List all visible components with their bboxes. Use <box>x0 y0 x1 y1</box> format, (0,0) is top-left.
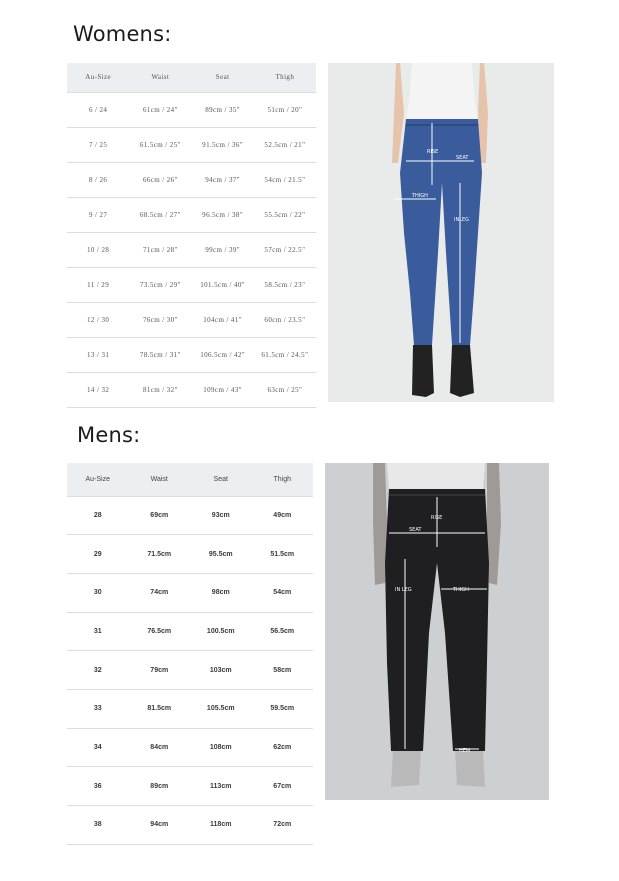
table-cell: 95.5cm <box>190 535 252 574</box>
table-cell: 108cm <box>190 728 252 767</box>
table-cell: 105.5cm <box>190 689 252 728</box>
table-row <box>67 728 313 767</box>
table-cell: 55.5cm / 22" <box>254 197 316 232</box>
table-cell: 10 / 28 <box>67 232 129 267</box>
table-cell: 62cm <box>252 728 314 767</box>
table-cell: 61.5cm / 24.5" <box>254 337 316 372</box>
table-cell: 32 <box>67 651 129 690</box>
table-cell: 78.5cm / 31" <box>129 337 191 372</box>
table-cell: 59.5cm <box>252 689 314 728</box>
column-header: Au-Size <box>67 63 129 92</box>
table-cell: 7 / 25 <box>67 127 129 162</box>
table-cell: 96.5cm / 38" <box>192 197 254 232</box>
table-row <box>67 573 313 612</box>
column-header: Seat <box>190 463 252 496</box>
table-cell: 34 <box>67 728 129 767</box>
column-header: Waist <box>129 463 191 496</box>
table-cell: 104cm / 41" <box>192 302 254 337</box>
table-cell: 76cm / 30" <box>129 302 191 337</box>
table-cell: 56.5cm <box>252 612 314 651</box>
table-cell: 11 / 29 <box>67 267 129 302</box>
column-header: Seat <box>192 63 254 92</box>
table-cell: 58.5cm / 23" <box>254 267 316 302</box>
table-row <box>67 612 313 651</box>
table-row <box>67 232 316 267</box>
table-row <box>67 689 313 728</box>
table-cell: 71.5cm <box>129 535 191 574</box>
table-cell: 36 <box>67 767 129 806</box>
table-cell: 58cm <box>252 651 314 690</box>
table-cell: 93cm <box>190 496 252 535</box>
table-cell: 14 / 32 <box>67 372 129 407</box>
table-cell: 67cm <box>252 767 314 806</box>
thigh-label: THIGH <box>412 193 428 199</box>
table-cell: 63cm / 25" <box>254 372 316 407</box>
table-cell: 73.5cm / 29" <box>129 267 191 302</box>
table-cell: 94cm / 37" <box>192 162 254 197</box>
womens-model-photo <box>328 63 554 402</box>
table-cell: 61.5cm / 25" <box>129 127 191 162</box>
table-row <box>67 197 316 232</box>
table-cell: 72cm <box>252 806 314 845</box>
table-cell: 69cm <box>129 496 191 535</box>
table-cell: 103cm <box>190 651 252 690</box>
table-row <box>67 372 316 407</box>
table-cell: 12 / 30 <box>67 302 129 337</box>
rise-label: RISE <box>427 149 439 155</box>
table-cell: 51cm / 20" <box>254 92 316 127</box>
table-cell: 49cm <box>252 496 314 535</box>
column-header: Thigh <box>252 463 314 496</box>
seat-label: SEAT <box>409 527 422 533</box>
table-cell: 99cm / 39" <box>192 232 254 267</box>
column-header: Au-Size <box>67 463 129 496</box>
table-cell: 81.5cm <box>129 689 191 728</box>
table-cell: 52.5cm / 21" <box>254 127 316 162</box>
table-cell: 57cm / 22.5" <box>254 232 316 267</box>
table-cell: 109cm / 43" <box>192 372 254 407</box>
table-row <box>67 337 316 372</box>
table-cell: 6 / 24 <box>67 92 129 127</box>
table-cell: 60cm / 23.5" <box>254 302 316 337</box>
in-leg-label: IN LEG <box>395 587 412 593</box>
table-cell: 31 <box>67 612 129 651</box>
table-row <box>67 651 313 690</box>
table-row <box>67 496 313 535</box>
table-row <box>67 162 316 197</box>
table-cell: 106.5cm / 42" <box>192 337 254 372</box>
table-cell: 29 <box>67 535 129 574</box>
table-cell: 74cm <box>129 573 191 612</box>
table-cell: 84cm <box>129 728 191 767</box>
table-cell: 118cm <box>190 806 252 845</box>
table-cell: 79cm <box>129 651 191 690</box>
mens-model-photo <box>325 463 549 800</box>
thigh-label: THIGH <box>453 587 469 593</box>
table-header-row <box>67 63 316 92</box>
table-cell: 71cm / 28" <box>129 232 191 267</box>
table-row <box>67 267 316 302</box>
table-cell: 94cm <box>129 806 191 845</box>
mens-size-table <box>67 463 313 845</box>
table-cell: 8 / 26 <box>67 162 129 197</box>
table-cell: 91.5cm / 36" <box>192 127 254 162</box>
table-cell: 54cm / 21.5" <box>254 162 316 197</box>
table-cell: 30 <box>67 573 129 612</box>
table-cell: 89cm / 35" <box>192 92 254 127</box>
table-cell: 101.5cm / 40" <box>192 267 254 302</box>
table-cell: 54cm <box>252 573 314 612</box>
table-cell: 89cm <box>129 767 191 806</box>
table-cell: 100.5cm <box>190 612 252 651</box>
table-cell: 113cm <box>190 767 252 806</box>
table-row <box>67 92 316 127</box>
table-row <box>67 767 313 806</box>
column-header: Thigh <box>254 63 316 92</box>
table-cell: 76.5cm <box>129 612 191 651</box>
table-cell: 28 <box>67 496 129 535</box>
table-cell: 61cm / 24" <box>129 92 191 127</box>
table-cell: 66cm / 26" <box>129 162 191 197</box>
table-cell: 81cm / 32" <box>129 372 191 407</box>
rise-label: RISE <box>431 515 443 521</box>
table-cell: 9 / 27 <box>67 197 129 232</box>
table-cell: 51.5cm <box>252 535 314 574</box>
table-row <box>67 302 316 337</box>
womens-heading: Womens: <box>73 22 172 46</box>
mens-heading: Mens: <box>77 423 141 447</box>
seat-label: SEAT <box>456 155 469 161</box>
hem-label: HEM <box>459 748 471 754</box>
inleg-label: INLEG <box>454 217 470 223</box>
column-header: Waist <box>129 63 191 92</box>
table-row <box>67 535 313 574</box>
table-row <box>67 806 313 845</box>
womens-size-table <box>67 63 316 408</box>
table-cell: 68.5cm / 27" <box>129 197 191 232</box>
table-cell: 33 <box>67 689 129 728</box>
table-header-row <box>67 463 313 496</box>
table-row <box>67 127 316 162</box>
table-cell: 13 / 31 <box>67 337 129 372</box>
table-cell: 98cm <box>190 573 252 612</box>
table-cell: 38 <box>67 806 129 845</box>
